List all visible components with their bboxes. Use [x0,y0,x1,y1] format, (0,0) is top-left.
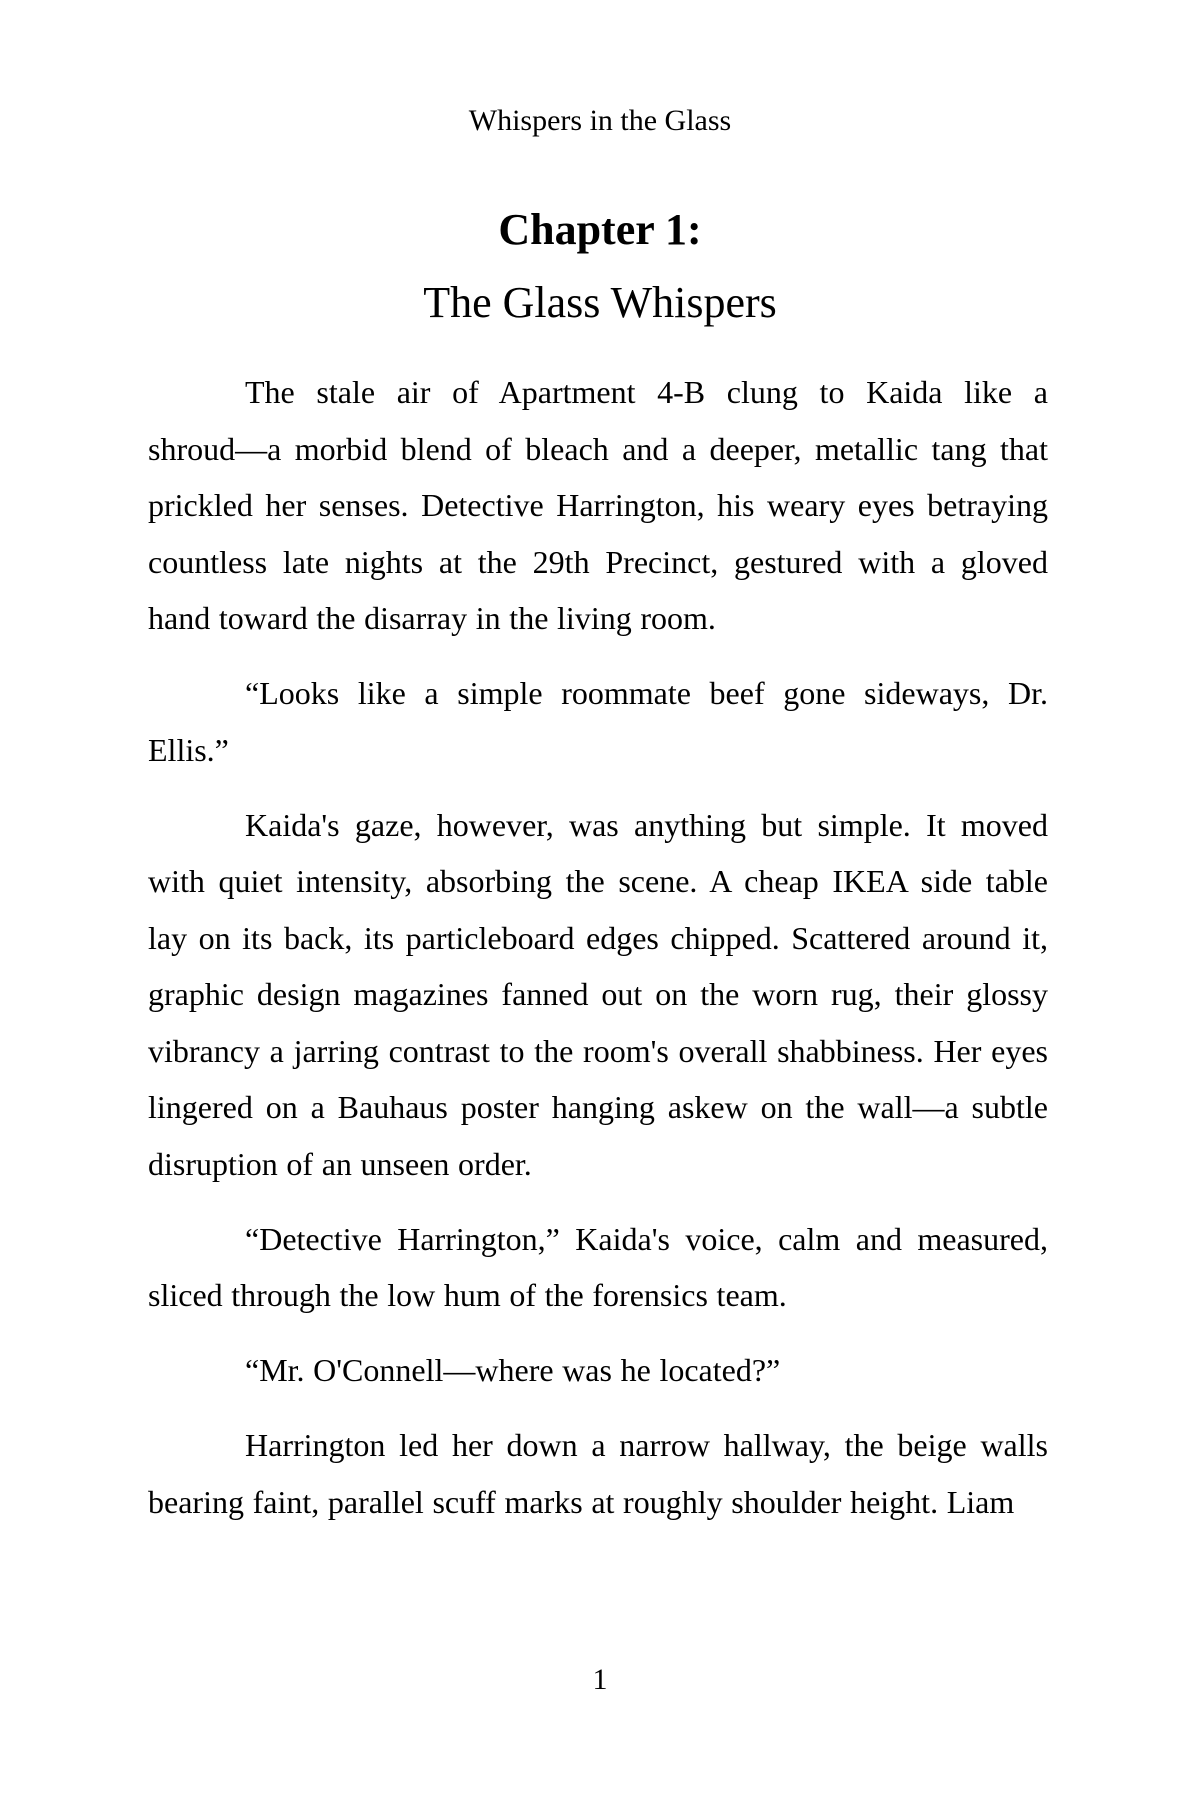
text-line: vibrancy a jarring contrast to the room's overall shabbiness. Her eyes [148,1032,1048,1069]
paragraph [148,1211,1048,1324]
page-number: 1 [592,1663,608,1696]
text-line: disruption of an unseen order. [148,1145,532,1182]
text-line: lay on its back, its particleboard edges chipped. Scattered around it, [148,919,1048,956]
text-line: Harrington led her down a narrow hallway, the beige walls [245,1427,1048,1463]
text-line: The stale air of Apartment 4-B clung to Kaida like a [245,374,1048,410]
text-line: Kaida's gaze, however, was anything but simple. It moved [245,806,1048,843]
text-line: with quiet intensity, absorbing the scene. A cheap IKEA side table [148,863,1048,899]
text-line: prickled her senses. Detective Harrington, his weary eyes betraying [148,487,1048,523]
paragraph [148,665,1048,778]
running-header: Whispers in the Glass [468,104,732,137]
text-line: graphic design magazines fanned out on the worn rug, their glossy [148,976,1048,1012]
text-line: bearing faint, parallel scuff marks at roughly shoulder height. Liam [148,1483,1015,1520]
text-line: shroud—a morbid blend of bleach and a deeper, metallic tang that [148,430,1048,467]
paragraph [148,797,1048,1193]
paragraph [148,1342,1048,1399]
chapter-subtitle: The Glass Whispers [423,278,777,327]
body-text [148,364,1048,1549]
paragraph [148,364,1048,647]
text-line: sliced through the low hum of the forensics team. [148,1277,787,1313]
text-line: “Mr. O'Connell—where was he located?” [245,1352,781,1388]
text-line: lingered on a Bauhaus poster hanging askew on the wall—a subtle [148,1089,1048,1125]
text-line: “Detective Harrington,” Kaida's voice, calm and measured, [245,1220,1048,1257]
chapter-title: Chapter 1: [498,205,702,254]
text-line: “Looks like a simple roommate beef gone sideways, Dr. [245,675,1048,711]
paragraph [148,1417,1048,1530]
text-line: hand toward the disarray in the living room. [148,600,716,636]
text-line: Ellis.” [148,731,229,768]
text-line: countless late nights at the 29th Precinct, gestured with a gloved [148,543,1048,580]
